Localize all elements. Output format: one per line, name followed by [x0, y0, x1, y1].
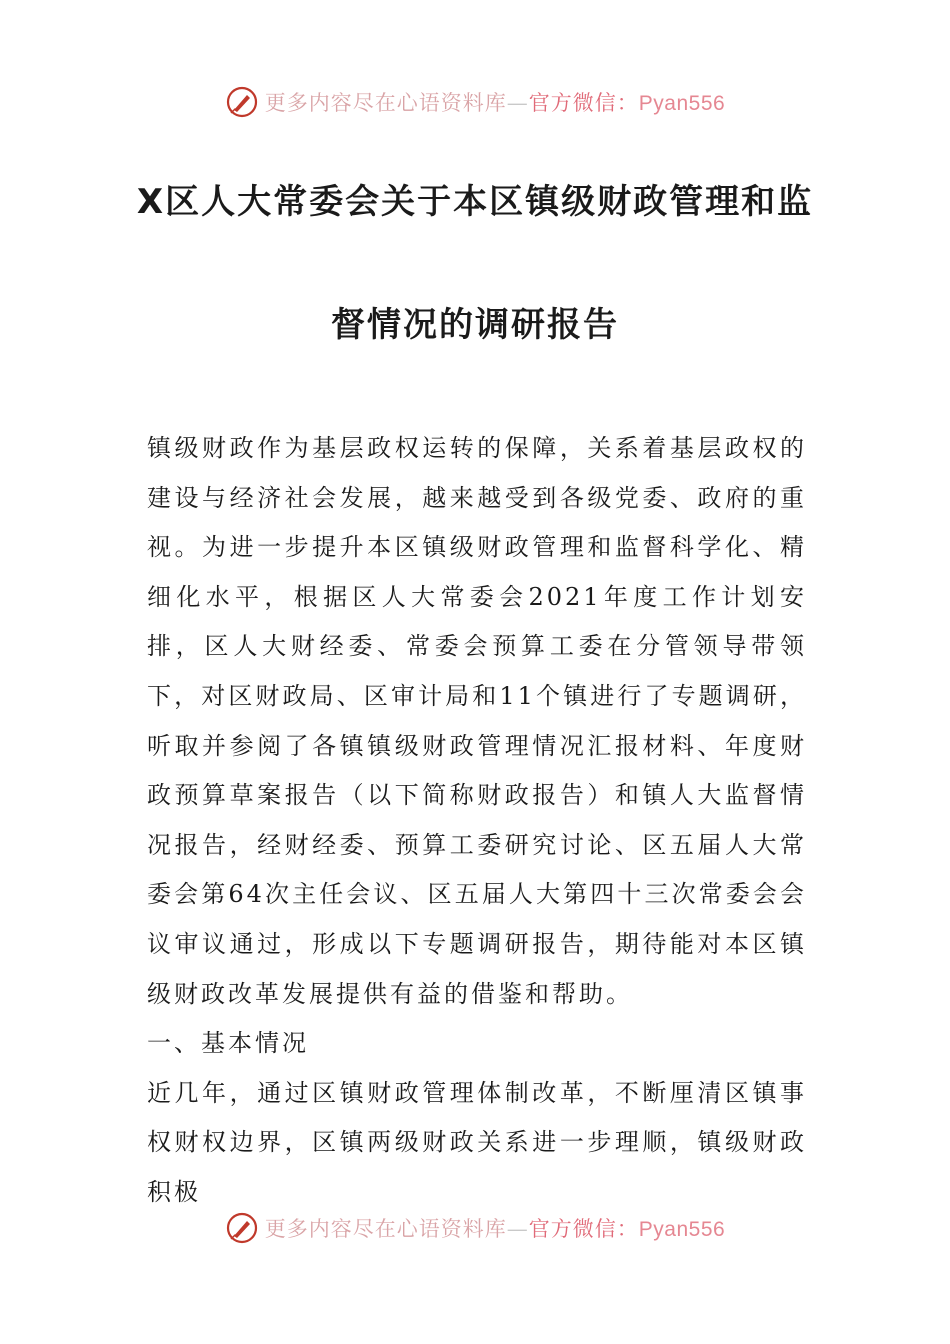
watermark-site: 更多内容尽在心语资料库 — [264, 1217, 507, 1241]
document-body — [147, 424, 807, 1218]
section-paragraph: 近几年，通过区镇财政管理体制改革，不断厘清区镇事权财权边界，区镇两级财政关系进一步理顺，镇级财政积极 — [147, 1078, 807, 1206]
document-title-line-2: 督情况的调研报告 — [331, 305, 619, 345]
watermark-dash: — — [506, 1217, 529, 1241]
pen-circle-icon — [225, 1211, 259, 1245]
watermark-text — [265, 87, 725, 117]
watermark-wechat-id: Pyan556 — [638, 92, 726, 115]
watermark-wechat-label: 官方微信： — [528, 1217, 639, 1241]
watermark-banner-top — [0, 80, 950, 124]
pen-circle-icon — [225, 85, 259, 119]
watermark-dash: — — [506, 91, 529, 115]
watermark-wechat-label: 官方微信： — [528, 91, 639, 115]
intro-paragraph: 镇级财政作为基层政权运转的保障，关系着基层政权的建设与经济社会发展，越来越受到各级党委、政府的重视。为进一步提升本区镇级财政管理和监督科学化、精细化水平，根据区人大常委会2021年度工作计划安排，区人大财经委、常委会预算工委在分管领导带领下，对区财政局、区审计局和11个镇进行了专题调研，听取并参阅了各镇镇级财政管理情况汇报材料、年度财政预算草案报告（以下简称财政报告）和镇人大监督情况报告，经财经委、预算工委研究讨论、区五届人大常委会第64次主任会议、区五届人大第四十三次常委会会议审议通过，形成以下专题调研报告，期待能对本区镇级财政改革发展提供有益的借鉴和帮助。 — [147, 434, 807, 1008]
watermark-site: 更多内容尽在心语资料库 — [264, 91, 507, 115]
document-title-line-1: X区人大常委会关于本区镇级财政管理和监 — [136, 182, 814, 222]
section-heading: 一、基本情况 — [147, 1029, 309, 1058]
watermark-text — [265, 1213, 725, 1243]
watermark-wechat-id: Pyan556 — [638, 1218, 726, 1241]
watermark-banner-bottom — [0, 1206, 950, 1250]
